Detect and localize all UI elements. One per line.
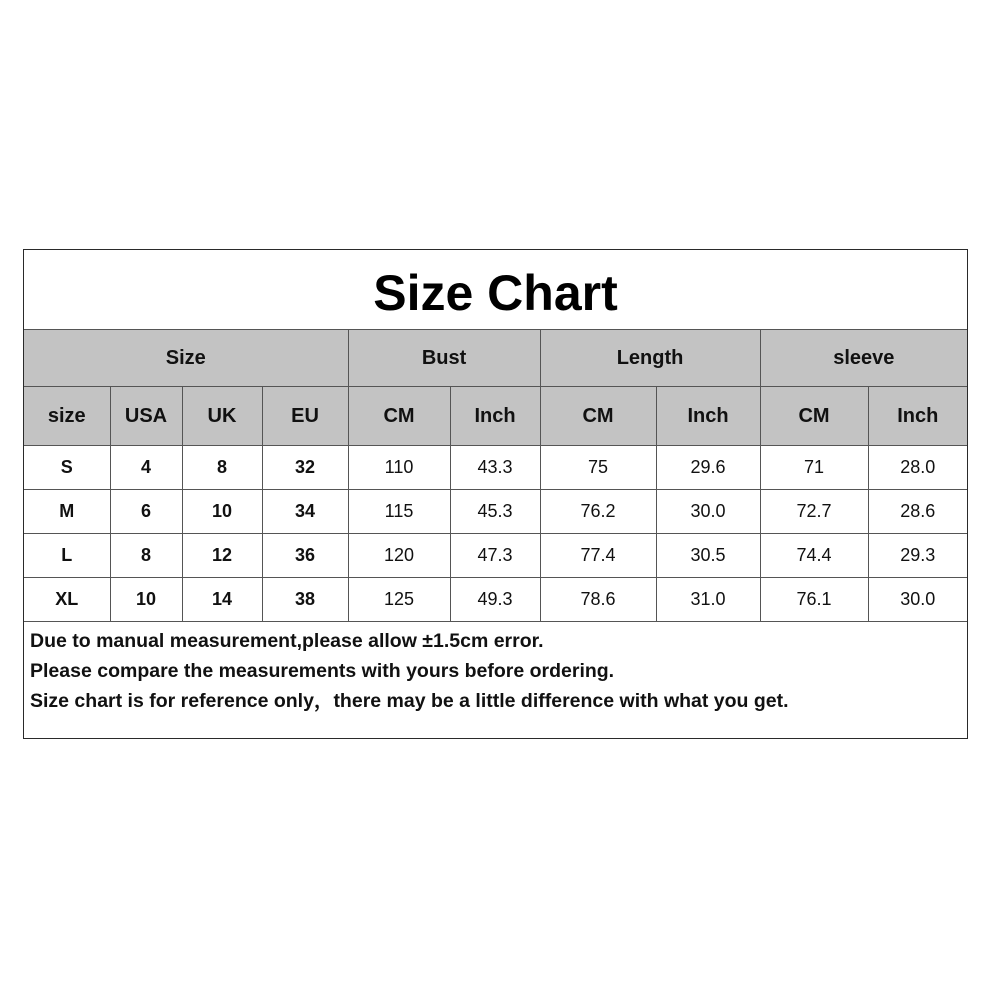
table-cell: 10: [182, 490, 262, 534]
table-cell: S: [24, 446, 110, 490]
table-cell: 77.4: [540, 534, 656, 578]
size-chart: [23, 249, 968, 739]
table-cell: 29.3: [868, 534, 967, 578]
sub-header: Inch: [868, 387, 967, 446]
table-cell: 30.0: [868, 578, 967, 622]
table-cell: 76.2: [540, 490, 656, 534]
table-cell: 30.0: [656, 490, 760, 534]
note-line: Please compare the measurements with yours before ordering.: [30, 660, 615, 682]
note-line: Size chart is for reference only，there may be a little difference with what you get.: [30, 690, 789, 712]
table-cell: 125: [348, 578, 450, 622]
table-cell: 30.5: [656, 534, 760, 578]
table-cell: 36: [262, 534, 348, 578]
table-cell: 115: [348, 490, 450, 534]
table-cell: M: [24, 490, 110, 534]
table-row: [24, 490, 967, 534]
table-cell: 32: [262, 446, 348, 490]
sub-header: Inch: [656, 387, 760, 446]
table-cell: 110: [348, 446, 450, 490]
sub-header-row: [24, 387, 967, 446]
sub-header: Inch: [450, 387, 540, 446]
sub-header: EU: [262, 387, 348, 446]
table-cell: 120: [348, 534, 450, 578]
sub-header: CM: [540, 387, 656, 446]
table-cell: 47.3: [450, 534, 540, 578]
table-cell: 4: [110, 446, 182, 490]
table-cell: 74.4: [760, 534, 868, 578]
table-cell: L: [24, 534, 110, 578]
group-header-size: Size: [24, 330, 348, 387]
table-cell: 28.0: [868, 446, 967, 490]
table-cell: 75: [540, 446, 656, 490]
note-line: Due to manual measurement,please allow ±1.5cm error.: [30, 630, 544, 652]
chart-title: Size Chart: [24, 250, 967, 330]
table-cell: 14: [182, 578, 262, 622]
table-cell: 12: [182, 534, 262, 578]
table-row: [24, 534, 967, 578]
table-cell: 72.7: [760, 490, 868, 534]
group-header-sleeve: sleeve: [760, 330, 967, 387]
table-cell: 10: [110, 578, 182, 622]
table-cell: 76.1: [760, 578, 868, 622]
size-table: [24, 330, 967, 622]
group-header-bust: Bust: [348, 330, 540, 387]
table-cell: 34: [262, 490, 348, 534]
table-cell: 8: [110, 534, 182, 578]
table-cell: 6: [110, 490, 182, 534]
sub-header: USA: [110, 387, 182, 446]
table-cell: 31.0: [656, 578, 760, 622]
table-row: [24, 578, 967, 622]
sub-header: UK: [182, 387, 262, 446]
sub-header: size: [24, 387, 110, 446]
table-cell: 29.6: [656, 446, 760, 490]
table-cell: 43.3: [450, 446, 540, 490]
table-cell: 38: [262, 578, 348, 622]
sub-header: CM: [348, 387, 450, 446]
group-header-length: Length: [540, 330, 760, 387]
notes-section: [24, 616, 967, 716]
table-cell: 71: [760, 446, 868, 490]
table-cell: 78.6: [540, 578, 656, 622]
table-row: [24, 446, 967, 490]
table-cell: XL: [24, 578, 110, 622]
table-cell: 45.3: [450, 490, 540, 534]
group-header-row: [24, 330, 967, 387]
table-cell: 28.6: [868, 490, 967, 534]
sub-header: CM: [760, 387, 868, 446]
table-cell: 8: [182, 446, 262, 490]
table-cell: 49.3: [450, 578, 540, 622]
